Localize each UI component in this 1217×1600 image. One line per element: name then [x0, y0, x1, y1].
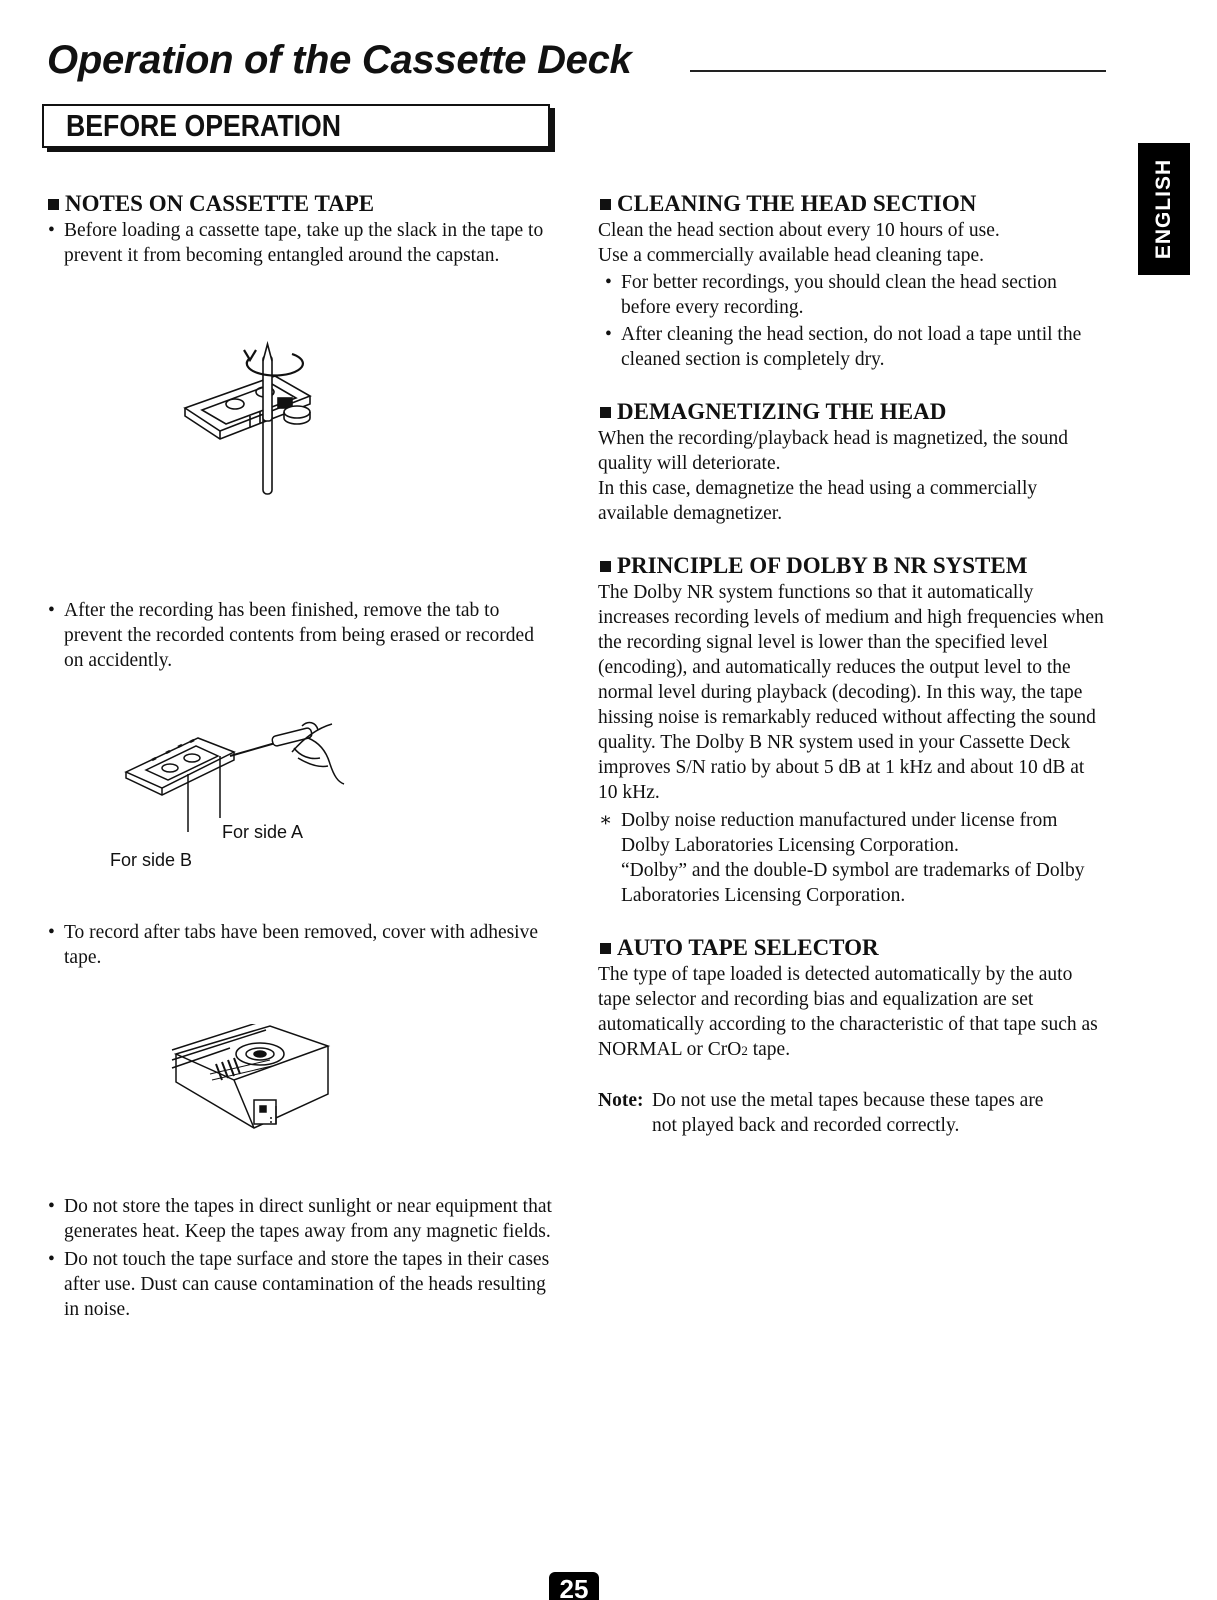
- demag-para-1: When the recording/playback head is magnetized, the sound quality will deteriorate.: [598, 428, 1068, 474]
- dolby-heading-text: PRINCIPLE OF DOLBY B NR SYSTEM: [617, 553, 1028, 578]
- page-number-tab: [549, 1572, 599, 1600]
- ats-para-end: tape.: [747, 1039, 791, 1060]
- notes-bullet-text: Do not store the tapes in direct sunlight or near equipment that generates heat. Keep the tapes away from any magnetic fields.: [64, 1196, 552, 1242]
- ats-para-text: The type of tape loaded is detected automatically by the auto tape selector and recording bias and equalization are set automatically according to the characteristic of that tape such as NORMAL or CrO: [598, 964, 1098, 1060]
- dolby-para: The Dolby NR system functions so that it automatically increases recording levels of medium and high frequencies when the recording signal level is lower than the specified level (encoding), and automatically reduces the output level to the normal level during playback (decoding). In this way, the tape hissing noise is remarkably reduced without affecting the sound quality. The Dolby B NR system used in your Cassette Deck improves S/N ratio by about 5 dB at 1 kHz and about 10 dB at 10 kHz.: [598, 582, 1104, 803]
- language-tab-label: ENGLISH: [1152, 158, 1175, 260]
- cleaning-line-1: Clean the head section about every 10 hours of use.: [598, 220, 1000, 241]
- note-label: Note:: [598, 1090, 644, 1111]
- demag-heading: [598, 398, 1108, 426]
- notes-bullet-4: • Do not store the tapes in direct sunlight or near equipment that generates heat. Keep the tapes away from any magnetic fields.: [48, 1196, 552, 1242]
- title-rule: [690, 70, 1106, 72]
- cleaning-bullet-text: For better recordings, you should clean the head section before every recording.: [621, 272, 1057, 318]
- square-bullet-icon: [600, 407, 611, 418]
- demag-heading-text: DEMAGNETIZING THE HEAD: [617, 399, 947, 424]
- notes-heading-text: NOTES ON CASSETTE TAPE: [65, 191, 375, 216]
- adhesive-tape-illustration: [170, 1024, 340, 1146]
- ats-heading-text: AUTO TAPE SELECTOR: [617, 935, 879, 960]
- notes-bullet-1: • Before loading a cassette tape, take up the slack in the tape to prevent it from becoming entangled around the capstan.: [48, 220, 544, 266]
- metal-tape-note: [598, 1088, 1108, 1138]
- square-bullet-icon: [600, 943, 611, 954]
- left-column: [46, 190, 556, 268]
- square-bullet-icon: [600, 199, 611, 210]
- asterisk-icon: ∗: [599, 810, 613, 831]
- notes-bullet-text: Before loading a cassette tape, take up the slack in the tape to prevent it from becoming entangled around the capstan.: [64, 220, 544, 266]
- right-column: [598, 190, 1108, 1138]
- left-block-2: [46, 598, 556, 673]
- note-line-1: Do not use the metal tapes because these tapes are: [652, 1090, 1044, 1111]
- cleaning-bullet-text: After cleaning the head section, do not load a tape until the cleaned section is completely dry.: [621, 324, 1082, 370]
- dolby-note-2: “Dolby” and the double-D symbol are trademarks of Dolby Laboratories Licensing Corporation.: [621, 860, 1085, 906]
- dolby-note-1: Dolby noise reduction manufactured under license from Dolby Laboratories Licensing Corporation.: [621, 810, 1058, 856]
- dolby-heading: [598, 552, 1108, 580]
- notes-heading: [46, 190, 556, 218]
- square-bullet-icon: [48, 199, 59, 210]
- left-block-4: [46, 1194, 556, 1322]
- side-b-label: For side B: [110, 850, 193, 870]
- page-number: 25: [559, 1574, 589, 1600]
- notes-bullet-text: Do not touch the tape surface and store the tapes in their cases after use. Dust can cause contamination of the heads resulting in noise.: [64, 1249, 550, 1320]
- ats-heading: [598, 934, 1108, 962]
- cleaning-bullet-1: • For better recordings, you should clean the head section before every recording.: [605, 272, 1057, 318]
- demag-para-2: In this case, demagnetize the head using a commercially available demagnetizer.: [598, 478, 1038, 524]
- side-a-label: For side A: [222, 822, 304, 842]
- cleaning-bullet-2: • After cleaning the head section, do not load a tape until the cleaned section is completely dry.: [605, 324, 1082, 370]
- notes-bullet-2: • After the recording has been finished, remove the tab to prevent the recorded contents from being erased or recorded on accidently.: [48, 600, 534, 671]
- notes-bullet-3: • To record after tabs have been removed, cover with adhesive tape.: [48, 922, 539, 968]
- cleaning-line-2: Use a commercially available head cleaning tape.: [598, 245, 985, 266]
- page-title: Operation of the Cassette Deck: [47, 38, 632, 82]
- note-line-2: not played back and recorded correctly.: [652, 1115, 960, 1136]
- ats-subscript: 2: [741, 1043, 748, 1058]
- language-tab: [1138, 143, 1190, 275]
- notes-bullet-text: To record after tabs have been removed, cover with adhesive tape.: [64, 922, 539, 968]
- left-block-3: [46, 920, 556, 970]
- cassette-slack-illustration: [180, 336, 330, 506]
- notes-bullet-text: After the recording has been finished, remove the tab to prevent the recorded contents from being erased or recorded on accidently.: [64, 600, 534, 671]
- cleaning-heading-text: CLEANING THE HEAD SECTION: [617, 191, 977, 216]
- section-banner: [42, 104, 550, 148]
- ats-para: [598, 962, 1108, 1063]
- square-bullet-icon: [600, 561, 611, 572]
- notes-bullet-5: • Do not touch the tape surface and store the tapes in their cases after use. Dust can cause contamination of the heads resulting in noise.: [48, 1249, 550, 1320]
- cleaning-heading: [598, 190, 1108, 218]
- dolby-footnote: [598, 808, 1108, 908]
- section-title: BEFORE OPERATION: [66, 108, 342, 143]
